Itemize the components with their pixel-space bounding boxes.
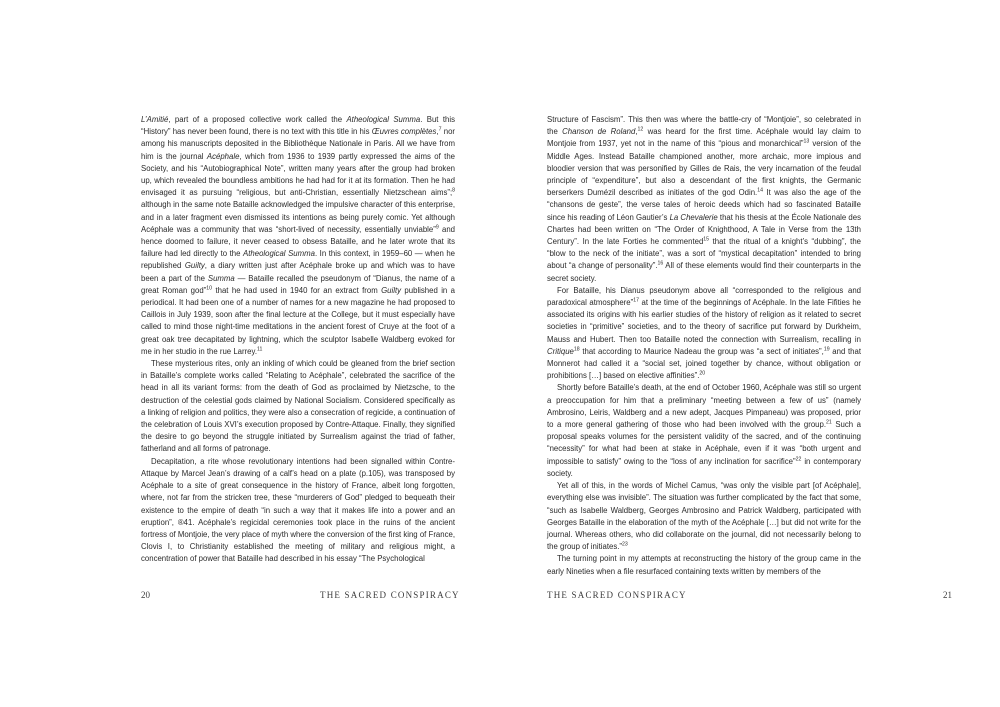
italic-text: Atheological Summa [243, 249, 315, 259]
paragraph [141, 358, 455, 456]
text-run: It was also the age of the “chansons de geste”, the verse tales of heroic deeds which had so fascinated Bataille since his reading of Léon Gautier’s [547, 188, 861, 222]
text-run: , which from 1936 to 1939 partly expressed the aims of the Society, and his “Autobiographical Note”, written many years after the group had broken up, which revealed the boundless ambitions he had had for it at its formation. Then he had envisaged it as pursuing “religious, but anti-Christian, essentially Nietzschean aims”; [141, 151, 455, 198]
footnote-marker: 22 [795, 456, 802, 463]
footnote-marker: 20 [699, 370, 706, 377]
text-run: . In this context, in 1959–60 — when he republished [141, 249, 456, 271]
footnote-marker: 15 [703, 236, 710, 243]
paragraph [141, 456, 455, 566]
italic-text: Guilty [381, 285, 402, 295]
footnote-marker: 13 [803, 138, 810, 145]
text-run: , [635, 127, 638, 137]
text-run: Decapitation, a rite whose revolutionary intentions had been signalled within Contre-Attaque by Marcel Jean’s drawing of a calf’s head on a plate (p.105), was transposed by Acéphale to a site of great consequence in the history of France, albeit long forgotten, where, not far from the stricken tree, these “murderers of God” pledged to bequeath their existence to the empire of death “in such a way that it makes life into a power and an eruption”, ®41. Acéphale’s regicidal ceremonies took place in the ruins of the ancient fortress of Montjoie, the very place of myth where the conversion of the first king of France, Clovis I, to Christianity established the meeting of military and religious might, a concentration of power that Bataille had described in his essay “The Psychological [141, 456, 455, 564]
text-run: , part of a proposed collective work called the [168, 115, 347, 124]
italic-text: Atheological Summa [346, 115, 421, 124]
italic-text: Acéphale [206, 151, 240, 161]
italic-text: Guilty [184, 261, 205, 271]
footnote-marker: 8 [452, 187, 455, 194]
text-run: at the time of the beginnings of Acéphale. In the late Fifities he associated its origins with his earlier studies of the history of religion as it related to secret societies in “primitive” societies, and to the theory of sacrifice put forward by Durkheim, Mauss and Hubert. Then too Bataille noted the connection with Surrealism, recalling in [547, 298, 861, 344]
paragraph [141, 114, 455, 358]
paragraph [547, 382, 861, 480]
footnote-marker: 12 [637, 126, 644, 133]
text-run: that his thesis at the École Nationale des Chartes had been written on “The Order of Knighthood, A Tale in Verse from the 13th Century”. In the late Forties he commented [547, 212, 861, 247]
text-run: — Bataille recalled the pseudonym of “Dianus, the name of a great Roman god” [141, 273, 455, 295]
running-head: THE SACRED CONSPIRACY [547, 590, 687, 600]
text-run: nor among his manuscripts deposited in the Bibliothèque Nationale in Paris. All we have from him is the journal [141, 127, 455, 161]
right-page [500, 0, 1000, 707]
text-run: Such a proposal speaks volumes for the persistent validity of the sacred, and of the continuing “necessity” for what had been at stake in Acéphale, even if it was “both urgent and impossible to satisfy” owing to the “loss of any inclination for sacrifice” [547, 420, 861, 466]
footnote-marker: 11 [257, 346, 263, 353]
footnote-marker: 16 [657, 260, 664, 267]
text-run: was heard for the first time. Acéphale would lay claim to Montjoie from 1937, yet not in the name of this “pious and monarchical” [547, 127, 861, 149]
text-run: The turning point in my attempts at reconstructing the history of the group came in the early Nineties when a file resurfaced containing texts written by members of the [547, 554, 861, 576]
footnote-marker: 19 [823, 346, 830, 353]
text-run: All of these elements would find their counterparts in the secret society. [547, 261, 861, 283]
text-run: Shortly before Bataille’s death, at the end of October 1960, Acéphale was still so urgent a preoccupation for him that a preliminary “meeting between a few of us” (namely Ambrosino, Leiris, Waldberg and a new adept, Jacques Pimpaneau) was proposed, prior to a more general gathering of those who had been involved with the group. [547, 383, 861, 430]
body-text [547, 114, 861, 578]
footnote-marker: 18 [573, 346, 580, 353]
running-head: THE SACRED CONSPIRACY [320, 590, 460, 600]
footnote-marker: 21 [826, 419, 832, 426]
footnote-marker: 10 [206, 285, 213, 292]
text-run: that he had used in 1940 for an extract from [212, 285, 382, 295]
paragraph [547, 114, 861, 285]
text-run: that the ritual of a knight’s “dubbing”, the “blow to the neck of the initiate”, was a sort of “mystical decapitation” intended to bring about “a change of personality”. [547, 237, 862, 271]
text-run: , [436, 127, 439, 137]
page-number: 21 [943, 590, 952, 600]
footnote-marker: 23 [621, 541, 628, 548]
paragraph [547, 285, 861, 383]
text-run: . But this “History” has never been found, there is no text with this title in his [141, 115, 455, 137]
italic-text: L’Amitié [141, 115, 169, 124]
italic-text: Œuvres complètes [371, 127, 437, 137]
footnote-marker: 9 [435, 224, 439, 231]
italic-text: La Chevalerie [669, 212, 718, 222]
text-run: although in the same note Bataille acknowledged the impulsive character of this enterprise, and in a later fragment even dismissed its intentions as being purely comic. Yet although Acéphale was a community that was “short-lived of necessity, essentially unviable” [141, 200, 455, 234]
text-run: Structure of Fascism”. This then was where the battle-cry of “Montjoie”, so celebrated in the [547, 115, 861, 137]
paragraph [547, 480, 861, 553]
text-run: in contemporary society. [547, 456, 861, 478]
text-run: published in a periodical. It had been one of a number of names for a new magazine he had proposed to Caillois in July 1939, soon after the final lecture at the College, but it must especially have called to mind those night-time meditations in the ancient forest of Cruye at the foot of a great oak tree decapitated by lightning, which the sculptor Isabelle Waldberg evoked for me in her studio in the rue Larrey. [141, 285, 455, 356]
text-run: Yet all of this, in the words of Michel Camus, “was only the visible part [of Acéphale], everything else was invisible”. The situation was further complicated by the fact that some, “such as Isabelle Waldberg, Georges Ambrosino and Patrick Waldberg, participated with Georges Bataille in the elaboration of the myth of the Acéphale […] but did not write for the journal. Whereas others, who did collaborate on the journal, did not necessarily belong to the group of initiates.” [547, 481, 861, 552]
text-run: and hence doomed to failure, it never ceased to obsess Bataille, and he later wrote that its failure had led directly to the [141, 224, 455, 259]
text-run: For Bataille, his Dianus pseudonym above all “corresponded to the religious and paradoxical atmosphere” [547, 285, 861, 308]
footnote-marker: 17 [633, 297, 639, 304]
italic-text: Summa [207, 273, 235, 283]
footnote-marker: 7 [438, 126, 442, 133]
body-text [141, 114, 455, 566]
page-number: 20 [141, 590, 150, 600]
text-run: version of the Middle Ages. Instead Bataille championed another, more archaic, more impious and bloodier version that was personified by Gilles de Rais, the very incarnation of the feudal principle of “expenditure”, but also a descendant of the first knights, the Germanic berserkers Dumézil described as initiates of the god Odin. [547, 139, 862, 198]
paragraph [547, 553, 861, 577]
text-run: and that Monnerot had called it a “social set, joined together by chance, without obligation or prohibitions […] based on elective affinities”. [547, 346, 861, 381]
italic-text: Chanson de Roland [562, 127, 636, 137]
text-run: , a diary written just after Acéphale broke up and which was to have been a part of the [141, 261, 455, 283]
italic-text: Critique [547, 346, 574, 356]
footnote-marker: 14 [757, 187, 763, 194]
text-run: that according to Maurice Nadeau the group was “a sect of initiates”, [579, 346, 824, 356]
text-run: These mysterious rites, only an inkling of which could be gleaned from the brief section in Bataille’s complete works called “Relating to Acéphale”, celebrated the sacrifice of the head in all its variant forms: from the death of God as proclaimed by Nietzsche, to the destruction of the celestial gods claimed by National Socialism. Considered specifically as a linking of religion and politics, they were also a consecration of regicide, a continuation of the celebration of Louis XVI’s execution proposed by Contre-Attaque. Finally, they signified the desire to go beyond the struggle initiated by Surrealism against the triad of father, fatherland and all forms of patronage. [141, 359, 455, 454]
